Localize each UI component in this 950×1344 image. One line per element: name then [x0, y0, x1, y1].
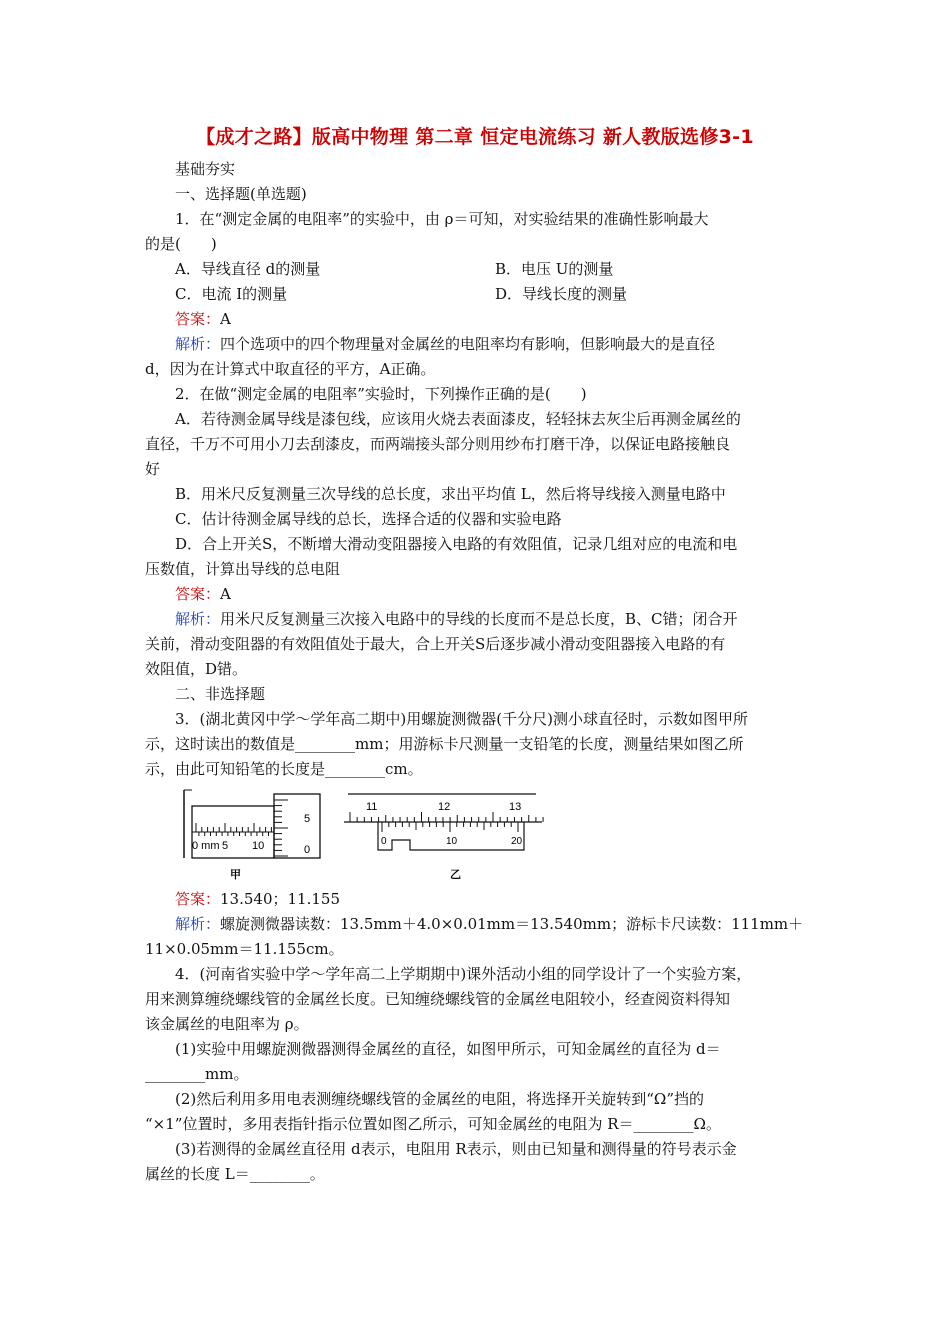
question-text: 4．(河南省实验中学～学年高二上学期期中)课外活动小组的同学设计了一个实验方案，	[175, 965, 752, 983]
analysis-text: 用米尺反复测量三次接入电路中的导线的长度而不是总长度，B、C错；闭合开	[220, 610, 738, 628]
answer-label: 答案：	[175, 585, 221, 603]
caliper-main-11: 11	[366, 801, 378, 813]
option-d: D．导线长度的测量	[495, 285, 628, 303]
analysis-text: 四个选项中的四个物理量对金属丝的电阻率均有影响，但影响最大的是直径	[220, 335, 716, 353]
micrometer-scale-10: 10	[252, 840, 265, 852]
question-text: 示，这时读出的数值是________mm；用游标卡尺测量一支铅笔的长度，测量结果如图乙所	[145, 735, 744, 753]
question-text: “×1”位置时，多用表指针指示位置如图乙所示，可知金属丝的电阻为 R＝________Ω。	[145, 1115, 721, 1133]
answer-value: A	[220, 310, 231, 328]
caliper-diagram	[344, 794, 548, 881]
answer-value: A	[220, 585, 231, 603]
option-a: 直径，千万不可用小刀去刮漆皮，而两端接头部分则用纱布打磨干净，以保证电路接触良	[145, 435, 731, 453]
caliper-vernier-20: 20	[511, 836, 523, 847]
analysis-text: d，因为在计算式中取直径的平方，A正确。	[145, 360, 436, 378]
caliper-vernier-ticks	[382, 822, 518, 832]
option-b: B．用米尺反复测量三次导线的总长度，求出平均值 L，然后将导线接入测量电路中	[175, 485, 726, 503]
question-text: 用来测算缠绕螺线管的金属丝长度。已知缠绕螺线管的金属丝电阻较小，经查阅资料得知	[145, 990, 731, 1008]
analysis-line	[175, 913, 803, 935]
analysis-label: 解析：	[175, 610, 221, 628]
micrometer-diagram	[184, 790, 320, 881]
micrometer-unit-label: 0 mm	[192, 840, 220, 852]
question-text: 2．在做“测定金属的电阻率”实验时，下列操作正确的是( )	[175, 385, 587, 403]
analysis-label: 解析：	[175, 915, 221, 933]
analysis-line	[175, 333, 715, 355]
answer-value: 13.540；11.155	[220, 890, 340, 908]
thimble-ticks	[274, 800, 288, 856]
thimble-label-5: 5	[304, 813, 311, 825]
figure-caption-jia: 甲	[230, 869, 241, 881]
question-text: 的是( )	[145, 235, 217, 253]
option-d: D．合上开关S，不断增大滑动变阻器接入电路的有效阻值，记录几组对应的电流和电	[175, 535, 738, 553]
caliper-main-12: 12	[438, 801, 451, 813]
analysis-line	[175, 608, 738, 630]
option-a: A．若待测金属导线是漆包线，应该用火烧去表面漆皮，轻轻抹去灰尘后再测金属丝的	[175, 410, 741, 428]
option-a: 好	[145, 460, 161, 478]
analysis-text: 效阻值，D错。	[145, 660, 248, 678]
analysis-label: 解析：	[175, 335, 221, 353]
page-title: 【成才之路】版高中物理 第二章 恒定电流练习 新人教版选修3-1	[196, 126, 754, 148]
answer-line	[175, 583, 231, 605]
analysis-text: 螺旋测微器读数：13.5mm＋4.0×0.01mm＝13.540mm；游标卡尺读数：111mm＋	[220, 915, 804, 933]
question-text: 3．(湖北黄冈中学～学年高二期中)用螺旋测微器(千分尺)测小球直径时，示数如图甲所	[175, 710, 748, 728]
caliper-main-ticks	[350, 812, 548, 822]
answer-line	[175, 308, 231, 330]
micrometer-scale-5: 5	[222, 840, 229, 852]
answer-label: 答案：	[175, 310, 221, 328]
question-text: ________mm。	[145, 1065, 249, 1083]
question-text: (3)若测得的金属丝直径用 d表示，电阻用 R表示，则由已知量和测得量的符号表示金	[175, 1140, 737, 1158]
caliper-vernier-10: 10	[446, 836, 458, 847]
question-text: 1．在“测定金属的电阻率”的实验中，由 ρ＝可知，对实验结果的准确性影响最大	[175, 210, 709, 228]
analysis-text: 11×0.05mm＝11.155cm。	[145, 940, 344, 958]
instruments-svg	[178, 786, 548, 886]
option-c: C．电流 I的测量	[175, 285, 288, 303]
question-text: 示，由此可知铅笔的长度是________cm。	[145, 760, 423, 778]
answer-line	[175, 888, 340, 910]
option-b: B．电压 U的测量	[495, 260, 614, 278]
option-a: A．导线直径 d的测量	[175, 260, 321, 278]
caliper-main-13: 13	[509, 801, 522, 813]
answer-label: 答案：	[175, 890, 221, 908]
section-heading: 二、非选择题	[175, 685, 266, 703]
measurement-figure	[178, 786, 548, 886]
section-heading: 一、选择题(单选题)	[175, 185, 307, 203]
figure-caption-yi: 乙	[450, 869, 461, 881]
caliper-vernier-0: 0	[381, 836, 387, 847]
section-heading: 基础夯实	[175, 160, 236, 178]
question-text: (2)然后利用多用电表测缠绕螺线管的金属丝的电阻，将选择开关旋转到“Ω”挡的	[175, 1090, 705, 1108]
option-c: C．估计待测金属导线的总长，选择合适的仪器和实验电路	[175, 510, 562, 528]
question-text: 属丝的长度 L＝________。	[145, 1165, 325, 1183]
micrometer-ticks	[196, 823, 271, 836]
option-d: 压数值，计算出导线的总电阻	[145, 560, 341, 578]
question-text: 该金属丝的电阻率为 ρ。	[145, 1015, 309, 1033]
thimble-label-0: 0	[304, 844, 311, 856]
analysis-text: 关前，滑动变阻器的有效阻值处于最大，合上开关S后逐步减小滑动变阻器接入电路的有	[145, 635, 726, 653]
question-text: (1)实验中用螺旋测微器测得金属丝的直径，如图甲所示，可知金属丝的直径为 d＝	[175, 1040, 721, 1058]
